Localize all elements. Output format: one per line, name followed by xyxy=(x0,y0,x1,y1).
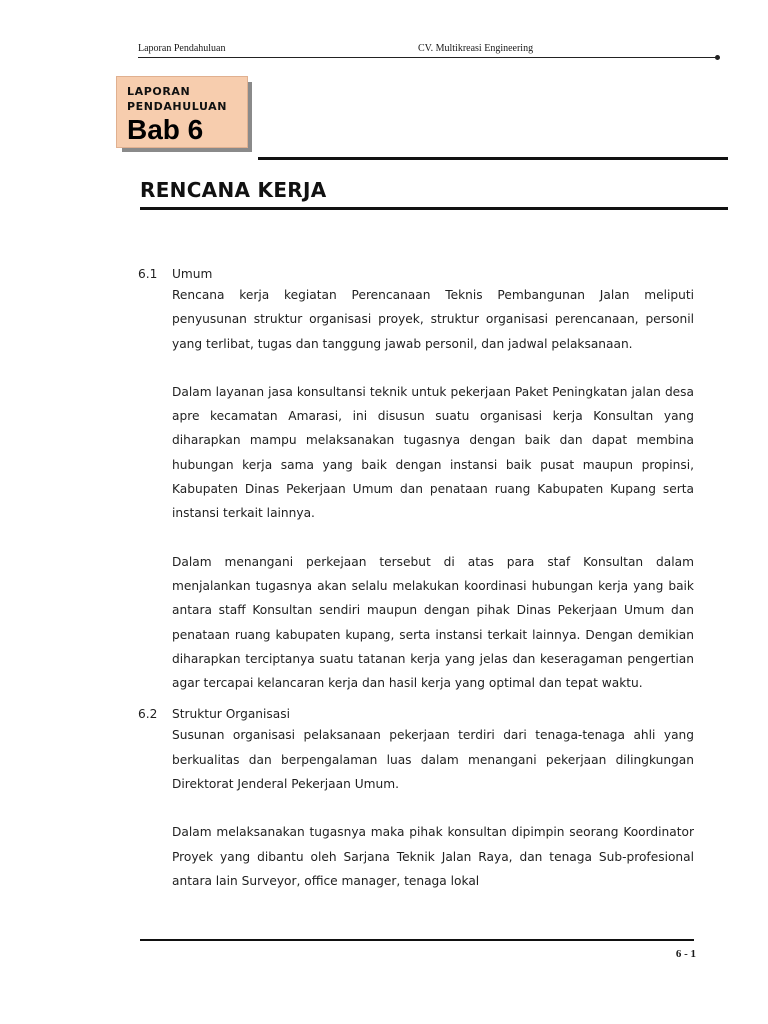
title-rule-bottom xyxy=(140,207,728,210)
section-heading xyxy=(138,266,694,283)
footer-rule xyxy=(140,939,694,941)
chapter-title: RENCANA KERJA xyxy=(140,178,327,202)
header-rule-end-dot xyxy=(715,55,720,60)
title-rule-top xyxy=(258,157,728,160)
page-number: 6 - 1 xyxy=(675,948,696,960)
chapter-number: Bab 6 xyxy=(127,114,204,145)
paragraph: Dalam layanan jasa konsultansi teknik untuk pekerjaan Paket Peningkatan jalan desa apre kecamatan Amarasi, ini disusun suatu organisasi kerja Konsultan yang diharapkan mampu melaksanakan tugasnya dengan baik dan dapat membina hubungan kerja sama yang baik dengan instansi baik pusat maupun propinsi, Kabupaten Dinas Pekerjaan Umum dan penataan ruang Kabupaten Kupang serta instansi terkait lainnya. xyxy=(172,384,694,521)
header-company-name: CV. Multikreasi Engineering xyxy=(418,43,534,54)
paragraph: Dalam melaksanakan tugasnya maka pihak konsultan dipimpin seorang Koordinator Proyek yang dibantu oleh Sarjana Teknik Jalan Raya, dan tenaga Sub-profesional antara lain Surveyor, office manager, tenaga lokal xyxy=(172,825,694,888)
paragraph: Susunan organisasi pelaksanaan pekerjaan terdiri dari tenaga-tenaga ahli yang berkualitas dan berpengalaman luas dalam menangani pekerjaan dilingkungan Direktorat Jenderal Pekerjaan Umum. xyxy=(172,728,694,792)
header-rule xyxy=(138,57,718,58)
section-number: 6.2 xyxy=(138,707,158,722)
section-heading xyxy=(138,706,694,723)
paragraph: Dalam menangani perkejaan tersebut di atas para staf Konsultan dalam menjalankan tugasnya akan selalu melakukan koordinasi hubungan kerja yang baik antara staff Konsultan sendiri maupun dengan pihak Dinas Pekerjaan Umum dan penataan ruang kabupaten kupang, serta instansi terkait lainnya. Dengan demikian diharapkan terciptanya suatu tatanan kerja yang jelas dan keseragaman pengertian agar tercapai kelancaran kerja dan hasil kerja yang optimal dan tepat waktu. xyxy=(172,554,694,691)
chapter-kicker-line2: PENDAHULUAN xyxy=(127,100,228,113)
chapter-kicker-line1: LAPORAN xyxy=(127,85,191,98)
document-body xyxy=(138,266,694,893)
header-report-label: Laporan Pendahuluan xyxy=(138,43,226,54)
section-number: 6.1 xyxy=(138,267,158,281)
running-header xyxy=(138,41,718,61)
chapter-box xyxy=(116,76,248,148)
section-title: Umum xyxy=(172,267,213,281)
section-umum xyxy=(138,266,694,695)
section-struktur-organisasi xyxy=(138,706,694,893)
section-title: Struktur Organisasi xyxy=(172,707,290,722)
paragraph: Rencana kerja kegiatan Perencanaan Teknis Pembangunan Jalan meliputi penyusunan struktur organisasi proyek, struktur organisasi perencanaan, personil yang terlibat, tugas dan tanggung jawab personil, dan jadwal pelaksanaan. xyxy=(172,288,694,351)
